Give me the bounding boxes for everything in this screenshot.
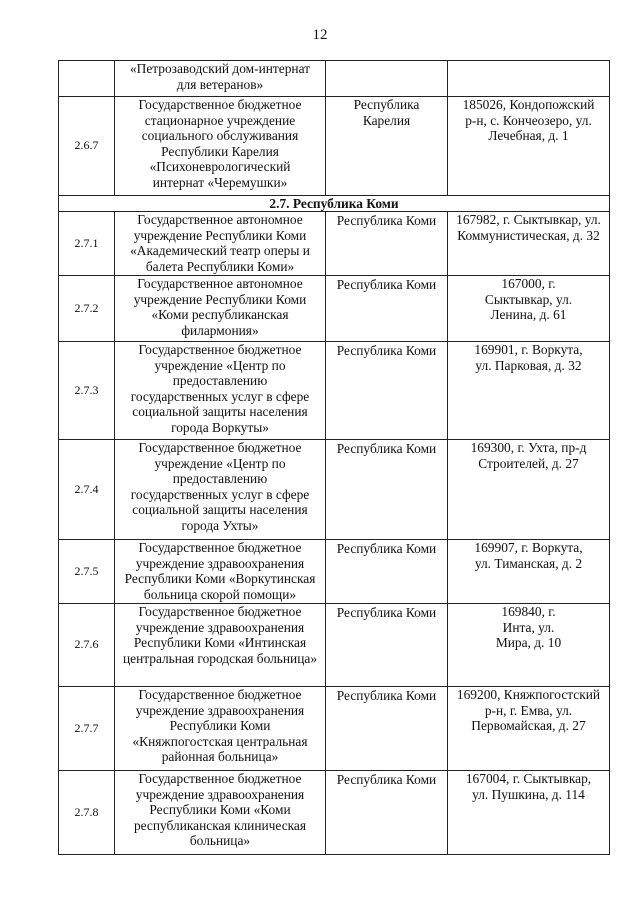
row-number: 2.6.7 <box>59 97 115 196</box>
region: Республика Коми <box>326 212 448 276</box>
row-number: 2.7.7 <box>59 687 115 771</box>
institution-name: Государственное бюджетное учреждение здравоохранения Республики Коми «Коми республиканская клиническая больница» <box>115 771 326 855</box>
row-number: 2.7.1 <box>59 212 115 276</box>
institution-name: Государственное автономное учреждение Республики Коми «Академический театр оперы и балета Республики Коми» <box>115 212 326 276</box>
institution-name: Государственное бюджетное учреждение здравоохранения Республики Коми «Княжпогостская центральная районная больница» <box>115 687 326 771</box>
region: Республика Коми <box>326 540 448 604</box>
table-row <box>59 440 610 540</box>
region: Республика Коми <box>326 687 448 771</box>
address: 169200, Княжпогостский р-н, г. Емва, ул. Первомайская, д. 27 <box>448 687 610 771</box>
table-row <box>59 212 610 276</box>
address: 185026, Кондопожский р-н, с. Кончеозеро, ул. Лечебная, д. 1 <box>448 97 610 196</box>
row-number: 2.7.2 <box>59 276 115 342</box>
address: 167982, г. Сыктывкар, ул. Коммунистическая, д. 32 <box>448 212 610 276</box>
address: 169901, г. Воркута, ул. Парковая, д. 32 <box>448 342 610 440</box>
institutions-table <box>58 60 610 855</box>
institution-name: Государственное бюджетное учреждение «Центр по предоставлению государственных услуг в сфере социальной защиты населения города Ухты» <box>115 440 326 540</box>
institution-name: Государственное бюджетное учреждение «Центр по предоставлению государственных услуг в сфере социальной защиты населения города Воркуты» <box>115 342 326 440</box>
address: 169840, г. Инта, ул. Мира, д. 10 <box>448 604 610 687</box>
row-number <box>59 61 115 97</box>
table-row <box>59 771 610 855</box>
region: Республика Коми <box>326 276 448 342</box>
address: 169907, г. Воркута, ул. Тиманская, д. 2 <box>448 540 610 604</box>
region: Республика Карелия <box>326 97 448 196</box>
row-number: 2.7.8 <box>59 771 115 855</box>
region: Республика Коми <box>326 771 448 855</box>
section-header-row <box>59 196 610 212</box>
region: Республика Коми <box>326 604 448 687</box>
address: 169300, г. Ухта, пр-д Строителей, д. 27 <box>448 440 610 540</box>
address <box>448 61 610 97</box>
institution-name: «Петрозаводский дом-интернат для ветеранов» <box>115 61 326 97</box>
table-row <box>59 540 610 604</box>
region: Республика Коми <box>326 342 448 440</box>
page-number: 12 <box>312 27 328 43</box>
table-row <box>59 604 610 687</box>
region: Республика Коми <box>326 440 448 540</box>
row-number: 2.7.3 <box>59 342 115 440</box>
institution-name: Государственное автономное учреждение Республики Коми «Коми республиканская филармония» <box>115 276 326 342</box>
table-row <box>59 687 610 771</box>
row-number: 2.7.6 <box>59 604 115 687</box>
institution-name: Государственное бюджетное учреждение здравоохранения Республики Коми «Воркутинская больница скорой помощи» <box>115 540 326 604</box>
section-title: 2.7. Республика Коми <box>59 196 610 212</box>
row-number: 2.7.5 <box>59 540 115 604</box>
table-row <box>59 97 610 196</box>
row-number: 2.7.4 <box>59 440 115 540</box>
table-row <box>59 342 610 440</box>
region <box>326 61 448 97</box>
address: 167004, г. Сыктывкар, ул. Пушкина, д. 114 <box>448 771 610 855</box>
table-row <box>59 61 610 97</box>
table-row <box>59 276 610 342</box>
address: 167000, г. Сыктывкар, ул. Ленина, д. 61 <box>448 276 610 342</box>
institution-name: Государственное бюджетное стационарное учреждение социального обслуживания Республики Карелия «Психоневрологический интернат «Черемушки» <box>115 97 326 196</box>
institution-name: Государственное бюджетное учреждение здравоохранения Республики Коми «Интинская центральная городская больница» <box>115 604 326 687</box>
